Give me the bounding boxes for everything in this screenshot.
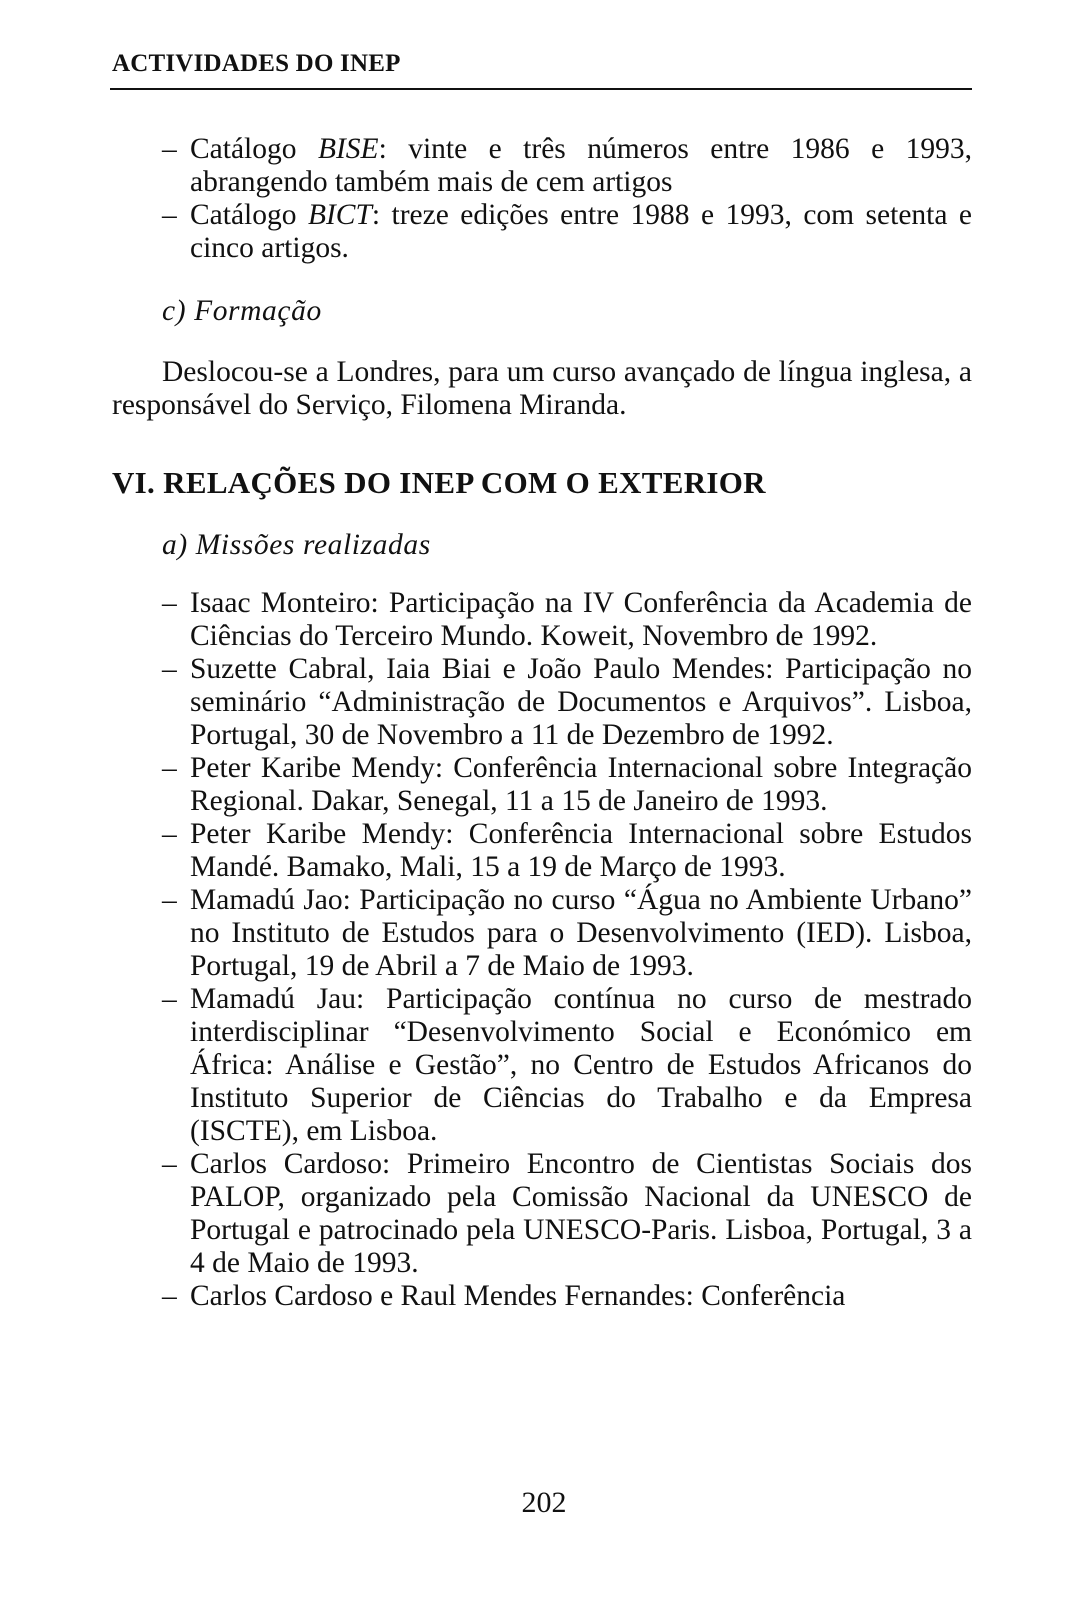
catalog-item-bise: [112, 133, 972, 199]
list-dash: –: [162, 199, 177, 231]
formacao-heading: c) Formação: [162, 295, 322, 327]
section-heading: VI. RELAÇÕES DO INEP COM O EXTERIOR: [112, 465, 766, 500]
formacao-paragraph: Deslocou-se a Londres, para um curso avançado de língua inglesa, a responsável do Serviço, Filomena Miranda.: [112, 356, 972, 421]
mission-item: [112, 983, 972, 1148]
catalog-text: [190, 199, 972, 265]
list-dash: –: [162, 1280, 177, 1312]
mission-text: Peter Karibe Mendy: Conferência Internacional sobre Integração Regional. Dakar, Senegal, 11 a 15 de Janeiro de 1993.: [190, 752, 972, 817]
mission-item: [112, 884, 972, 983]
mission-text: Peter Karibe Mendy: Conferência Internacional sobre Estudos Mandé. Bamako, Mali, 15 a 19 de Março de 1993.: [190, 818, 972, 883]
mission-item: [112, 1280, 972, 1313]
list-dash: –: [162, 983, 177, 1015]
catalog-name: BICT: [307, 199, 372, 231]
list-dash: –: [162, 1148, 177, 1180]
catalog-prefix: Catálogo: [190, 133, 318, 165]
mission-text: Carlos Cardoso e Raul Mendes Fernandes: Conferência: [190, 1280, 846, 1312]
page-number: 202: [521, 1486, 567, 1519]
mission-text: Mamadú Jao: Participação no curso “Água no Ambiente Urbano” no Instituto de Estudos para o Desenvolvimento (IED). Lisboa, Portugal, 19 de Abril a 7 de Maio de 1993.: [190, 884, 972, 982]
catalog-suffix: : vinte e três números entre 1986 e 1993, abrangendo também mais de cem artigos: [190, 133, 972, 198]
mission-text: Carlos Cardoso: Primeiro Encontro de Cientistas Sociais dos PALOP, organizado pela Comissão Nacional da UNESCO de Portugal e patrocinado pela UNESCO-Paris. Lisboa, Portugal, 3 a 4 de Maio de 1993.: [190, 1148, 972, 1279]
catalog-suffix: : treze edições entre 1988 e 1993, com setenta e cinco artigos.: [190, 199, 972, 264]
missions-list: [112, 587, 972, 1313]
mission-text: Mamadú Jau: Participação contínua no curso de mestrado interdisciplinar “Desenvolvimento Social e Económico em África: Análise e Gestão”, no Centro de Estudos Africanos do Instituto Superior de Ciências do Trabalho e da Empresa (ISCTE), em Lisboa.: [190, 983, 972, 1147]
catalog-text: [190, 133, 972, 199]
list-dash: –: [162, 818, 177, 850]
running-head: ACTIVIDADES DO INEP: [112, 50, 401, 77]
list-dash: –: [162, 752, 177, 784]
mission-item: [112, 1148, 972, 1280]
catalog-item-bict: [112, 199, 972, 265]
list-dash: –: [162, 587, 177, 619]
catalog-name: BISE: [317, 133, 379, 165]
mission-text: Isaac Monteiro: Participação na IV Conferência da Academia de Ciências do Terceiro Mundo. Koweit, Novembro de 1992.: [190, 587, 972, 652]
list-dash: –: [162, 884, 177, 916]
missoes-heading: a) Missões realizadas: [162, 529, 431, 561]
mission-text: Suzette Cabral, Iaia Biai e João Paulo Mendes: Participação no seminário “Administração de Documentos e Arquivos”. Lisboa, Portugal, 30 de Novembro a 11 de Dezembro de 1992.: [190, 653, 972, 751]
list-dash: –: [162, 133, 177, 165]
list-dash: –: [162, 653, 177, 685]
mission-item: [112, 653, 972, 752]
catalog-prefix: Catálogo: [190, 199, 308, 231]
header-rule: [110, 88, 972, 90]
mission-item: [112, 818, 972, 884]
mission-item: [112, 587, 972, 653]
mission-item: [112, 752, 972, 818]
page-content: [112, 133, 972, 1313]
